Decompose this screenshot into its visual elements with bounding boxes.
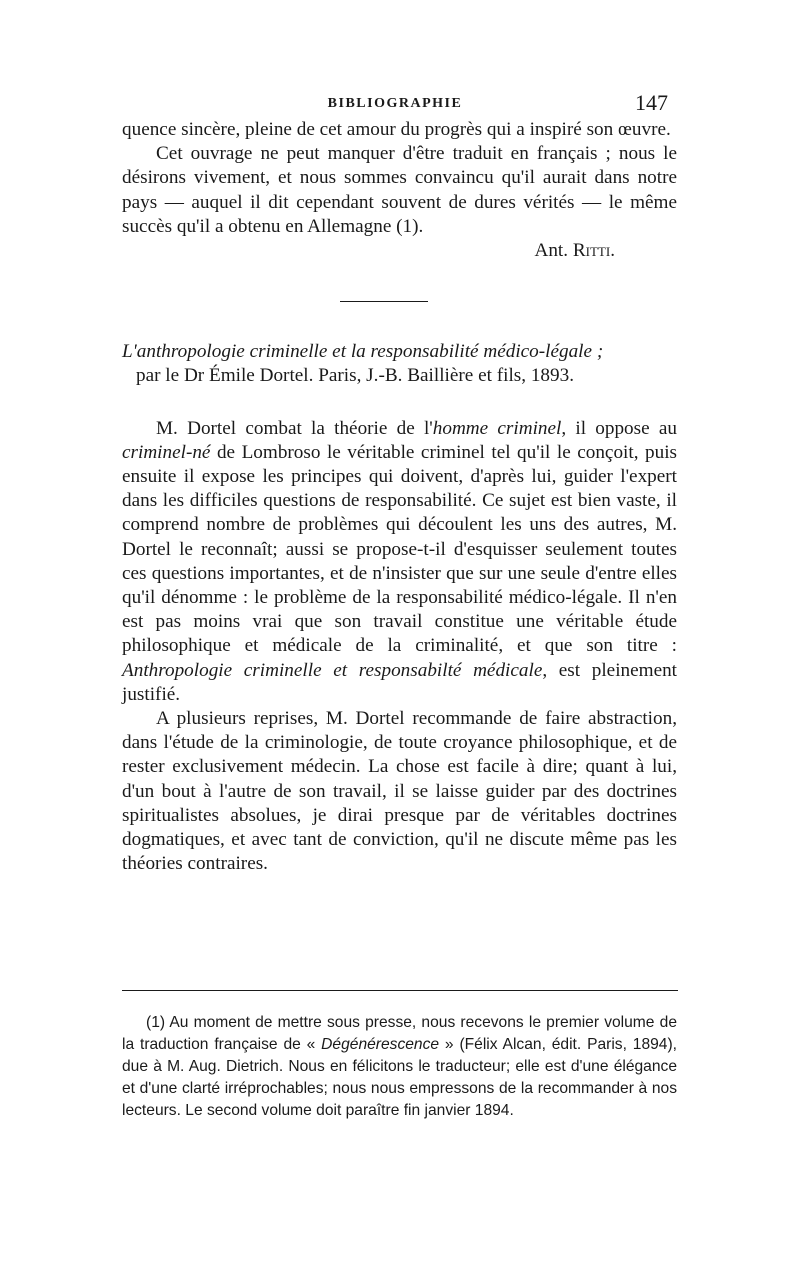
page-header	[122, 92, 668, 118]
review-paragraph-1	[122, 417, 677, 707]
signature-prefix: Ant.	[534, 240, 573, 262]
review-text-3: de Lombroso le véritable criminel tel qu'il le conçoit, puis ensuite il expose les principes qui doivent, d'après lui, guider l'expert dans les difficiles questions de responsabilité. Ce sujet est bien vaste, il comprend nombre de problèmes qui découlent les uns des autres, M. Dortel le reconnaît; aussi se propose-t-il d'esquisser seulement toutes ces questions importantes, et de n'insister que sur une seule d'entre elles qu'il dénomme : le problème de la responsabilité médico-légale. Il n'en est pas moins vrai que son travail constitue une véritable étude philosophique et médicale de la criminalité, et que son titre :	[122, 441, 677, 657]
page-number: 147	[635, 90, 668, 115]
footnote-italic-degenerescence: Dégénérescence	[321, 1036, 440, 1053]
signature-name: Ritti.	[572, 240, 615, 262]
page-body	[122, 118, 677, 876]
review-text-1: M. Dortel combat la théorie de l'	[156, 417, 433, 439]
work-reference	[122, 340, 677, 388]
footnote-text-1: (1) Au moment de mettre sous presse, nous recevons le premier volume de la traduction française de «	[122, 1014, 677, 1053]
review-italic-title: Anthropologie criminelle et responsabilté médicale	[122, 659, 543, 681]
section-separator	[340, 301, 428, 302]
running-title: BIBLIOGRAPHIE	[327, 96, 463, 111]
review-italic-criminel-ne: criminel-né	[122, 441, 211, 463]
review-italic-homme-criminel: homme criminel	[432, 417, 562, 439]
footnote	[122, 1012, 677, 1122]
work-details: par le Dr Émile Dortel. Paris, J.-B. Baillière et fils, 1893.	[136, 365, 575, 387]
work-title: L'anthropologie criminelle et la responsabilité médico-légale ;	[122, 341, 604, 363]
continuation-paragraph: quence sincère, pleine de cet amour du progrès qui a inspiré son œuvre.	[122, 119, 671, 140]
review-text-4: , est pleinement justifié.	[122, 659, 678, 705]
translation-paragraph: Cet ouvrage ne peut manquer d'être traduit en français ; nous le désirons vivement, et nous sommes convaincu qu'il aurait dans notre pays — auquel il dit cependant souvent de dures vérités — le même succès qu'il a obtenu en Allemagne (1).	[122, 143, 677, 237]
review-paragraph-2: A plusieurs reprises, M. Dortel recommande de faire abstraction, dans l'étude de la criminologie, de toute croyance philosophique, et de rester exclusivement médecin. La chose est facile à dire; quant à lui, d'un bout à l'autre de son travail, il se laisse guider par des doctrines spiritualistes absolues, je dirai presque par de véritables doctrines dogmatiques, et avec tant de conviction, qu'il ne discute même pas les théories contraires.	[122, 708, 677, 875]
review-text-2: , il oppose au	[561, 417, 677, 439]
footnote-text-2: » (Félix Alcan, édit. Paris, 1894), due à M. Aug. Dietrich. Nous en félicitons le traducteur; elle est d'une élégance et d'une clarté irréprochables; nous nous empressons de la recommander à nos lecteurs. Le second volume doit paraître fin janvier 1894.	[122, 1036, 678, 1119]
footnote-rule	[122, 990, 678, 991]
signature	[122, 239, 677, 263]
